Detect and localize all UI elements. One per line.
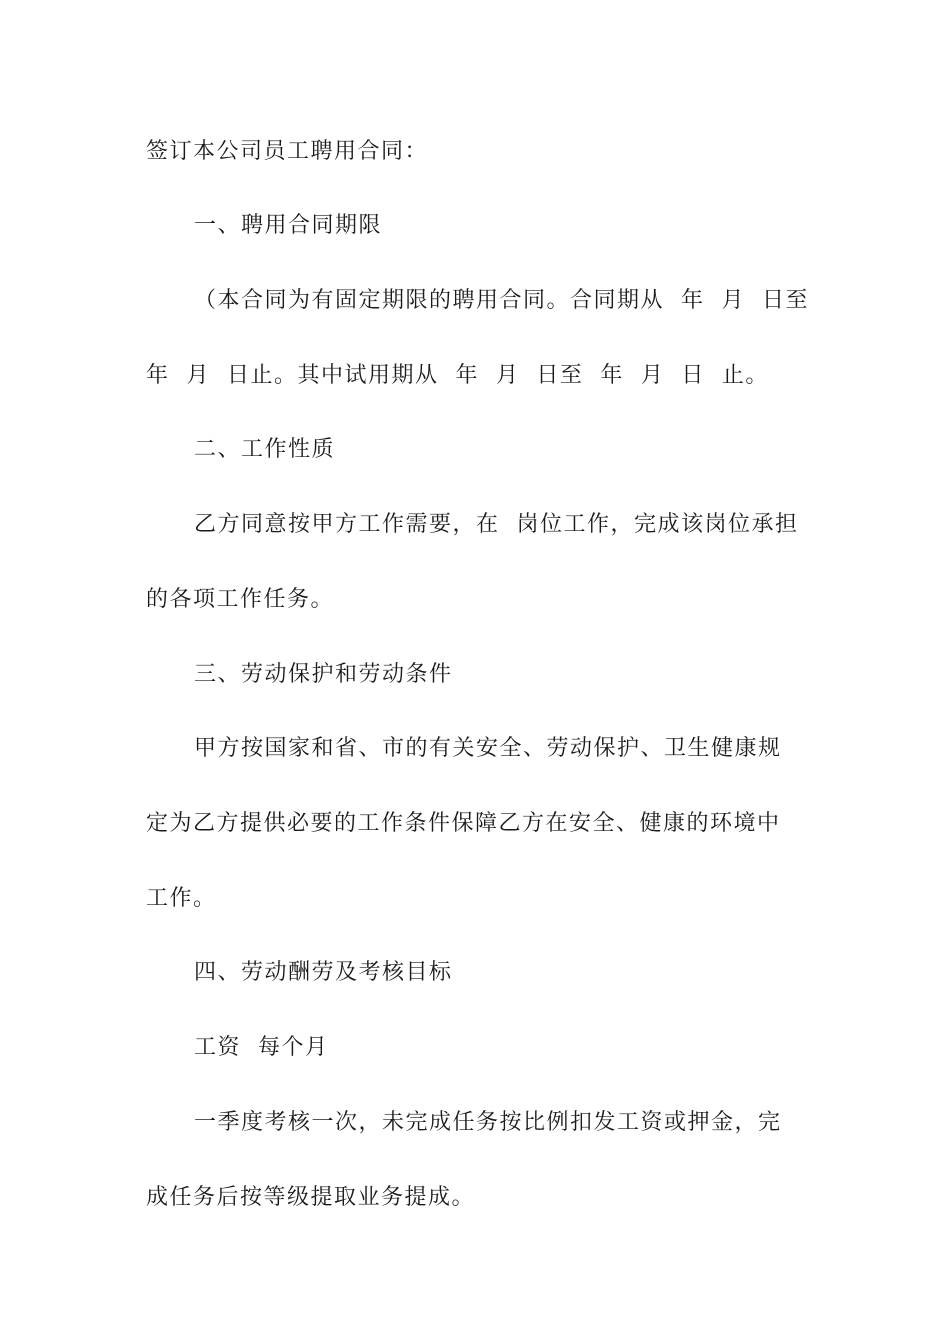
section-4-paragraph-line: 成任务后按等级提取业务提成。 (146, 1185, 476, 1210)
section-4-paragraph-line: 一季度考核一次，未完成任务按比例扣发工资或押金，完 (194, 1110, 782, 1135)
section-2-heading: 二、工作性质 (194, 437, 336, 462)
intro-text: 签订本公司员工聘用合同： (146, 139, 429, 164)
section-3-paragraph-line: 工作。 (146, 886, 217, 911)
section-3-heading: 三、劳动保护和劳动条件 (194, 662, 453, 687)
section-4-heading: 四、劳动酬劳及考核目标 (194, 960, 453, 985)
section-4-salary-line: 工资 每个月 (194, 1035, 329, 1060)
section-2-paragraph-line: 乙方同意按甲方工作需要，在 岗位工作，完成该岗位承担 (194, 512, 799, 537)
section-3-paragraph-line: 甲方按国家和省、市的有关安全、劳动保护、卫生健康规 (194, 736, 782, 761)
section-3-paragraph-line: 定为乙方提供必要的工作条件保障乙方在安全、健康的环境中 (146, 811, 781, 836)
section-1-paragraph-line: 年 月 日止。其中试用期从 年 月 日至 年 月 日 止。 (146, 363, 769, 388)
section-1-paragraph-line: （本合同为有固定期限的聘用合同。合同期从 年 月 日至 (194, 288, 809, 313)
section-2-paragraph-line: 的各项工作任务。 (146, 587, 335, 612)
section-1-heading: 一、聘用合同期限 (194, 213, 383, 238)
